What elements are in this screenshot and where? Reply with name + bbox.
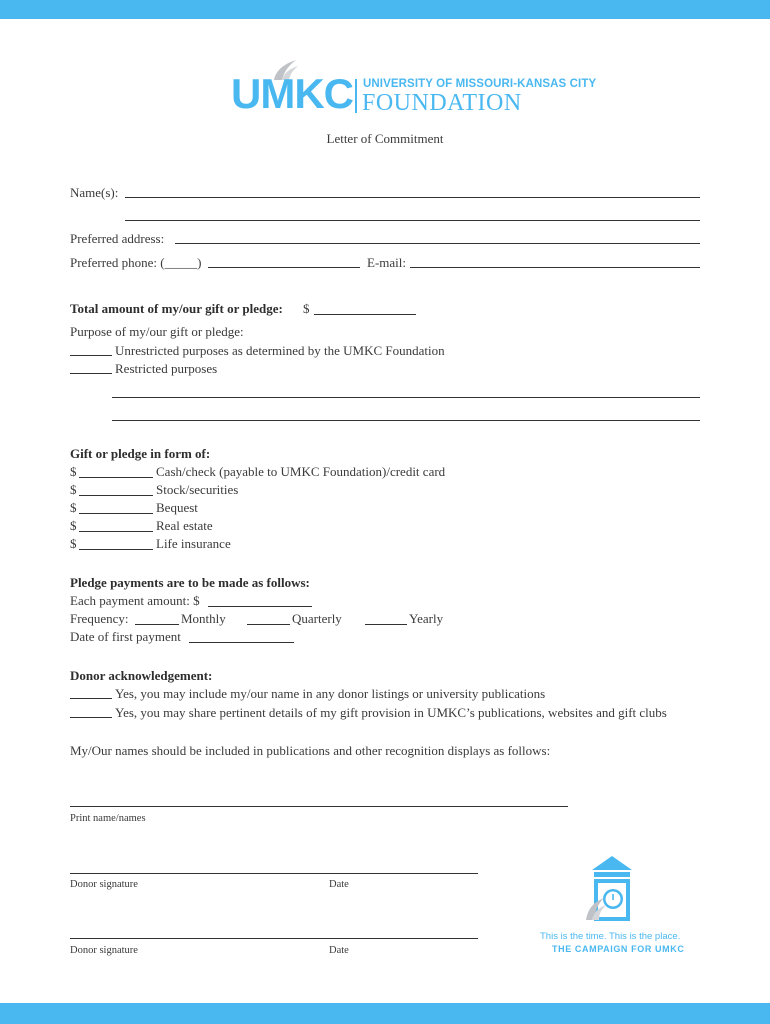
donor-signature-line-2[interactable] [70,938,478,939]
form-of-heading: Gift or pledge in form of: [70,446,211,461]
payment-amount-label: Each payment amount: $ [70,593,200,608]
form-item-real-estate: Real estate [156,518,213,533]
ack-option-1: Yes, you may include my/our name in any donor listings or university publications [115,686,546,701]
campaign-name: THE CAMPAIGN FOR UMKC [552,944,685,954]
total-amount-label: Total amount of my/our gift or pledge: [70,301,283,316]
life-insurance-blank[interactable] [79,549,153,550]
form-dollar-5: $ [70,536,77,551]
monthly-blank[interactable] [135,624,179,625]
form-item-life-insurance: Life insurance [156,536,231,551]
restricted-line-2[interactable] [112,420,700,421]
clock-tower-icon [582,854,642,924]
donor-signature-label-1: Donor signature [70,879,138,890]
unrestricted-blank[interactable] [70,355,112,356]
top-color-band [0,0,770,19]
quarterly-blank[interactable] [247,624,290,625]
frequency-quarterly: Quarterly [292,611,342,626]
address-line[interactable] [175,243,700,244]
ack-heading: Donor acknowledgement: [70,668,213,683]
names-line-2[interactable] [125,220,700,221]
campaign-tagline: This is the time. This is the place. [540,931,681,942]
recognition-text: My/Our names should be included in publications and other recognition displays as follows: [70,743,551,758]
form-dollar-1: $ [70,464,77,479]
logo-divider [355,79,357,113]
form-item-cash: Cash/check (payable to UMKC Foundation)/credit card [156,464,446,479]
total-dollar-sign: $ [303,301,310,316]
phone-line[interactable] [208,267,360,268]
form-item-bequest: Bequest [156,500,198,515]
logo-umkc: UMKC [231,70,353,117]
phone-label: Preferred phone: (_____) [70,255,202,270]
print-name-label: Print name/names [70,813,146,824]
address-label: Preferred address: [70,231,165,246]
date-label-2: Date [329,945,349,956]
first-payment-line[interactable] [189,642,294,643]
restricted-line-1[interactable] [112,397,700,398]
names-label: Name(s): [70,185,119,200]
form-item-stock: Stock/securities [156,482,239,497]
frequency-label: Frequency: [70,611,129,626]
unrestricted-option: Unrestricted purposes as determined by the UMKC Foundation [115,343,445,358]
donor-signature-label-2: Donor signature [70,945,138,956]
first-payment-label: Date of first payment [70,629,181,644]
print-name-line[interactable] [70,806,568,807]
cash-blank[interactable] [79,477,153,478]
email-label: E-mail: [367,255,406,270]
payments-heading: Pledge payments are to be made as follows: [70,575,310,590]
ack-option-2: Yes, you may share pertinent details of my gift provision in UMKC’s publications, websites and gift clubs [115,705,667,720]
real-estate-blank[interactable] [79,531,153,532]
ack-option-1-blank[interactable] [70,698,112,699]
logo-university: UNIVERSITY OF MISSOURI-KANSAS CITY [363,78,597,90]
names-line-1[interactable] [125,197,700,198]
bequest-blank[interactable] [79,513,153,514]
date-label-1: Date [329,879,349,890]
total-amount-line[interactable] [314,314,416,315]
ack-option-2-blank[interactable] [70,717,112,718]
yearly-blank[interactable] [365,624,407,625]
stock-blank[interactable] [79,495,153,496]
form-dollar-3: $ [70,500,77,515]
restricted-option: Restricted purposes [115,361,218,376]
bottom-color-band [0,1003,770,1024]
email-line[interactable] [410,267,700,268]
form-dollar-4: $ [70,518,77,533]
payment-amount-line[interactable] [208,606,312,607]
logo-foundation: FOUNDATION [362,90,522,116]
frequency-yearly: Yearly [409,611,444,626]
purpose-label: Purpose of my/our gift or pledge: [70,324,244,339]
frequency-monthly: Monthly [181,611,226,626]
donor-signature-line-1[interactable] [70,873,478,874]
page-title: Letter of Commitment [326,131,444,146]
form-dollar-2: $ [70,482,77,497]
restricted-blank[interactable] [70,373,112,374]
